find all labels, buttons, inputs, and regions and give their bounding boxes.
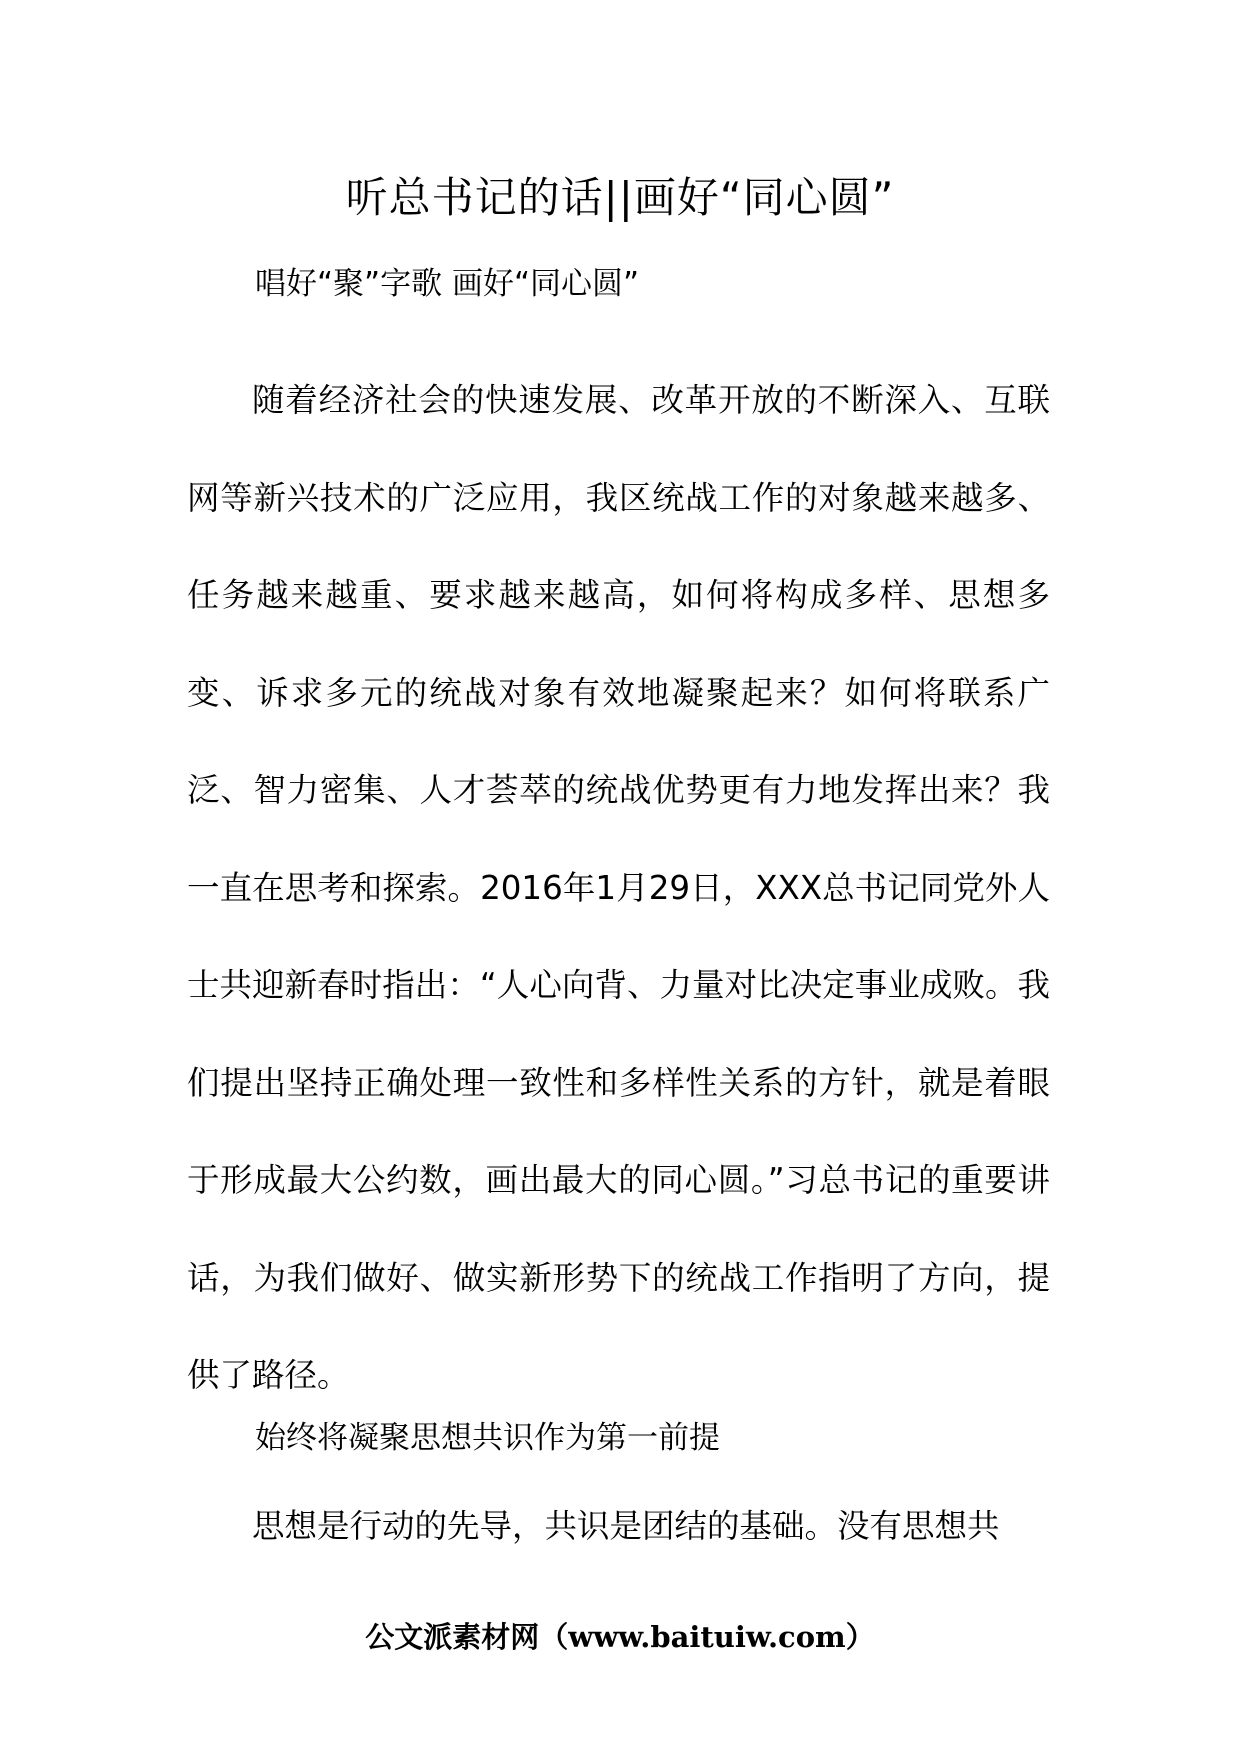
section-heading: 始终将凝聚思想共识作为第一前提 <box>255 1420 720 1456</box>
footer-watermark: 公文派素材网（www.baituiw.com） <box>365 1620 875 1654</box>
document-subtitle: 唱好“聚”字歌 画好“同心圆” <box>255 266 640 302</box>
body-paragraph-1: 随着经济社会的快速发展、改革开放的不断深入、互联网等新兴技术的广泛应用，我区统战工作的对象越来越多、任务越来越重、要求越来越高，如何将构成多样、思想多变、诉求多元的统战对象有效地凝聚起来？如何将联系广泛、智力密集、人才荟萃的统战优势更有力地发挥出来？我一直在思考和探索。2016年1月29日，XXX总书记同党外人士共迎新春时指出：“人心向背、力量对比决定事业成败。我们提出坚持正确处理一致性和多样性关系的方针，就是着眼于形成最大公约数，画出最大的同心圆。”习总书记的重要讲话，为我们做好、做实新形势下的统战工作指明了方向，提供了路径。 <box>187 381 1050 1394</box>
body-paragraph-2: 思想是行动的先导，共识是团结的基础。没有思想共 <box>252 1507 1000 1545</box>
document-title: 听总书记的话||画好“同心圆” <box>345 173 895 222</box>
